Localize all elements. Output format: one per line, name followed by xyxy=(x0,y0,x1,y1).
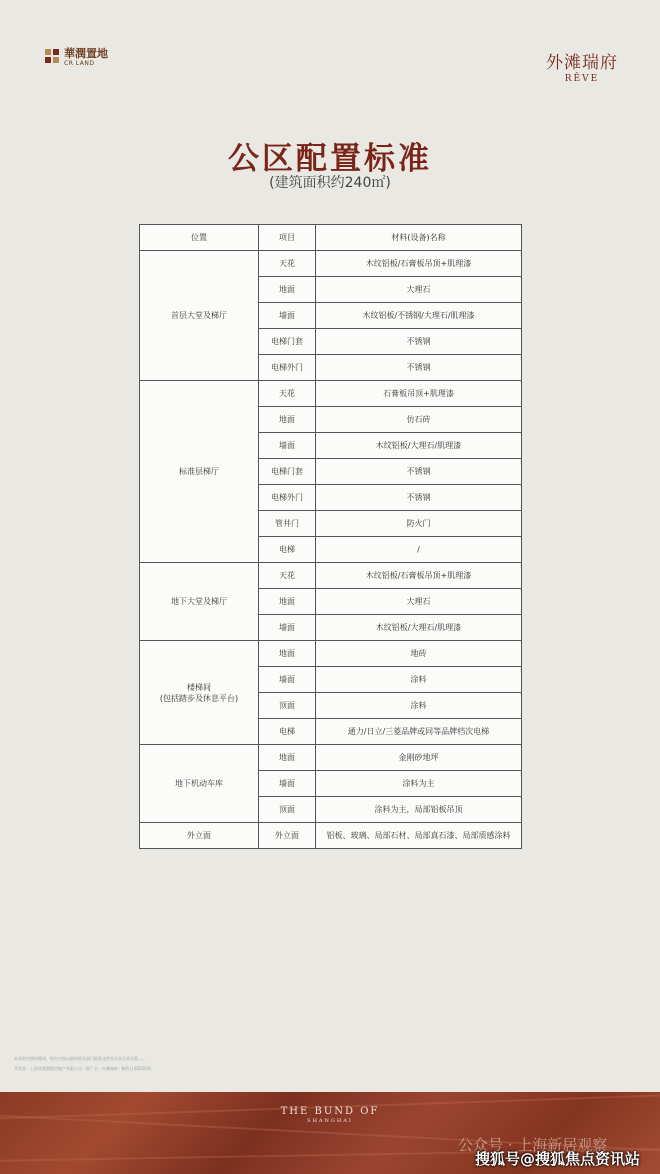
banner-subtitle: SHANGHAI xyxy=(307,1118,353,1124)
material-cell: 金刚砂地坪 xyxy=(316,745,522,771)
material-cell: 涂料为主，局部铝板吊顶 xyxy=(316,797,522,823)
item-cell: 墙面 xyxy=(259,433,316,459)
material-cell: 木纹铝板/石膏板吊顶+肌理漆 xyxy=(316,563,522,589)
material-cell: / xyxy=(316,537,522,563)
developer-logo xyxy=(44,48,108,67)
watermark: 搜狐号@搜狐焦点资讯站 xyxy=(475,1150,641,1168)
location-cell: 地下机动车库 xyxy=(140,745,259,823)
material-cell: 铝板、玻璃、局部石材、局部真石漆、局部质感涂料 xyxy=(316,823,522,849)
item-cell: 天花 xyxy=(259,381,316,407)
item-cell: 地面 xyxy=(259,407,316,433)
item-cell: 地面 xyxy=(259,589,316,615)
item-cell: 地面 xyxy=(259,745,316,771)
material-cell: 不锈钢 xyxy=(316,485,522,511)
fine-print xyxy=(14,1054,574,1074)
banner-title-text: THE BUND OF xyxy=(280,1106,380,1117)
watermark-faint: 公众号 · 上海新居观察 xyxy=(458,1136,608,1154)
table-row xyxy=(140,251,522,277)
item-cell: 外立面 xyxy=(259,823,316,849)
brand-name-en: RÊVE xyxy=(564,74,600,84)
material-cell: 不锈钢 xyxy=(316,329,522,355)
item-cell: 地面 xyxy=(259,277,316,303)
material-cell: 大理石 xyxy=(316,277,522,303)
item-cell: 电梯门套 xyxy=(259,459,316,485)
item-cell: 墙面 xyxy=(259,667,316,693)
developer-name-cn: 華潤置地 xyxy=(64,47,108,60)
location-cell: 楼梯间 (包括踏步及休息平台) xyxy=(140,641,259,745)
table-header-row xyxy=(140,225,522,251)
banner-title xyxy=(0,1106,660,1124)
location-cell: 外立面 xyxy=(140,823,259,849)
table-row xyxy=(140,745,522,771)
material-cell: 木纹铝板/不锈钢/大理石/肌理漆 xyxy=(316,303,522,329)
material-cell: 涂料 xyxy=(316,667,522,693)
item-cell: 电梯外门 xyxy=(259,485,316,511)
page-title: 公区配置标准 xyxy=(228,141,432,177)
table-row xyxy=(140,563,522,589)
item-cell: 顶面 xyxy=(259,693,316,719)
spec-table xyxy=(139,224,522,849)
brand-logo xyxy=(546,48,618,84)
item-cell: 墙面 xyxy=(259,771,316,797)
item-cell: 天花 xyxy=(259,563,316,589)
material-cell: 涂料为主 xyxy=(316,771,522,797)
material-cell: 涂料 xyxy=(316,693,522,719)
material-cell: 仿石砖 xyxy=(316,407,522,433)
material-cell: 防火门 xyxy=(316,511,522,537)
table-row xyxy=(140,381,522,407)
material-cell: 木纹铝板/石膏板吊顶+肌理漆 xyxy=(316,251,522,277)
material-cell: 石膏板吊顶+肌理漆 xyxy=(316,381,522,407)
developer-name-en: CR LAND xyxy=(64,60,95,67)
item-cell: 顶面 xyxy=(259,797,316,823)
item-cell: 墙面 xyxy=(259,615,316,641)
location-cell: 首层大堂及梯厅 xyxy=(140,251,259,381)
material-cell: 通力/日立/三菱品牌或同等品牌档次电梯 xyxy=(316,719,522,745)
page-subtitle: (建筑面积约240㎡) xyxy=(269,175,391,191)
item-cell: 地面 xyxy=(259,641,316,667)
item-cell: 墙面 xyxy=(259,303,316,329)
fine-print-line: 开发商：上海华润置地房地产有限公司 · 推广名：外滩瑞府 · 制作日期2023年 xyxy=(14,1066,152,1071)
item-cell: 电梯外门 xyxy=(259,355,316,381)
table-row xyxy=(140,823,522,849)
location-cell: 地下大堂及梯厅 xyxy=(140,563,259,641)
material-cell: 木纹铝板/大理石/肌理漆 xyxy=(316,615,522,641)
material-cell: 大理石 xyxy=(316,589,522,615)
item-cell: 天花 xyxy=(259,251,316,277)
header-location: 位置 xyxy=(140,225,259,251)
item-cell: 电梯 xyxy=(259,719,316,745)
fine-print-line: 本资料为要约邀请，相关内容以政府相关部门批准文件及买卖合同为准…… xyxy=(14,1056,146,1061)
header-material: 材料(设备)名称 xyxy=(316,225,522,251)
table-row xyxy=(140,641,522,667)
material-cell: 不锈钢 xyxy=(316,355,522,381)
material-cell: 木纹铝板/大理石/肌理漆 xyxy=(316,433,522,459)
brand-name-cn: 外滩瑞府 xyxy=(546,53,618,73)
location-cell: 标准层梯厅 xyxy=(140,381,259,563)
header-item: 项目 xyxy=(259,225,316,251)
material-cell: 地砖 xyxy=(316,641,522,667)
material-cell: 不锈钢 xyxy=(316,459,522,485)
page-header xyxy=(0,0,660,100)
item-cell: 管井门 xyxy=(259,511,316,537)
cr-land-mark-icon xyxy=(44,48,60,64)
item-cell: 电梯门套 xyxy=(259,329,316,355)
item-cell: 电梯 xyxy=(259,537,316,563)
